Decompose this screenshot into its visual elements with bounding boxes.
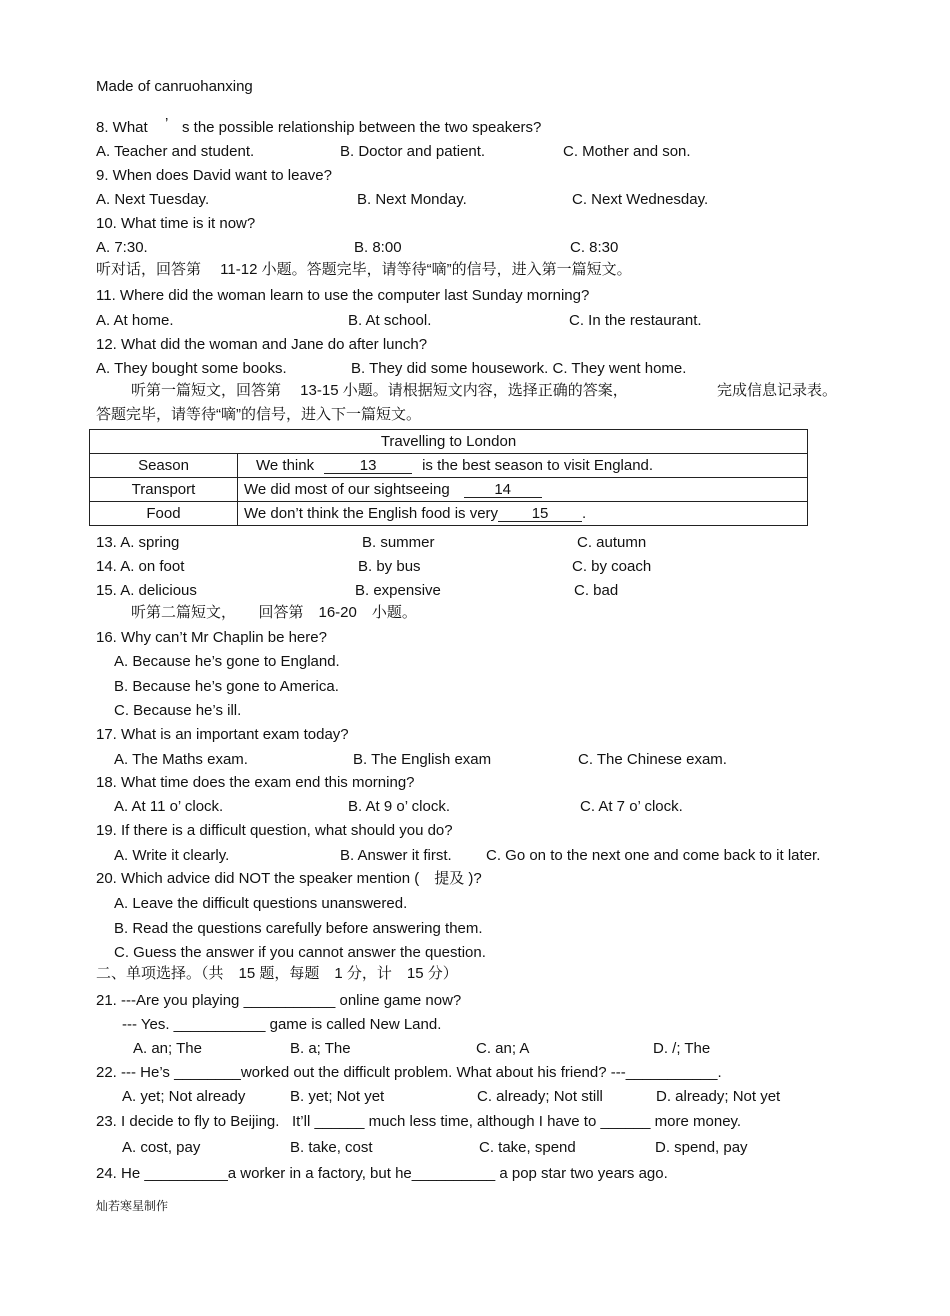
table-value: We don’t think the English food is very 15 . (238, 502, 808, 526)
q9-option-a: A. Next Tuesday. (96, 191, 210, 208)
q19-option-a: A. Write it clearly. (114, 847, 230, 864)
q22-option-d: D. already; Not yet (656, 1088, 781, 1105)
travel-info-table (89, 429, 808, 526)
q21-option-a: A. an; The (133, 1040, 202, 1057)
q23-option-d: D. spend, pay (655, 1139, 748, 1156)
q15-option-b: B. expensive (355, 582, 441, 599)
q14-option-a: 14. A. on foot (96, 558, 185, 575)
table-row (90, 454, 808, 478)
instruction-16-20: 听第二篇短文， 回答第 16-20 小题。 (131, 604, 417, 621)
table-key: Transport (90, 478, 238, 502)
table-value: We did most of our sightseeing 14 (238, 478, 808, 502)
q10-option-a: A. 7:30. (96, 239, 148, 256)
q8-option-c: C. Mother and son. (563, 143, 691, 160)
q12-stem: 12. What did the woman and Jane do after lunch? (96, 336, 428, 353)
q11-option-a: A. At home. (96, 312, 174, 329)
q8-stem-rest: s the possible relationship between the two speakers? (182, 119, 542, 136)
q16-option-a: A. Because he’s gone to England. (114, 653, 340, 670)
q15-option-a: 15. A. delicious (96, 582, 197, 599)
q9-option-c: C. Next Wednesday. (572, 191, 709, 208)
q11-option-c: C. In the restaurant. (569, 312, 702, 329)
q11-option-b: B. At school. (348, 312, 432, 329)
q17-option-b: B. The English exam (353, 751, 492, 768)
q19-stem: 19. If there is a difficult question, what should you do? (96, 822, 453, 839)
q13-option-b: B. summer (362, 534, 435, 551)
q22-stem: 22. --- He’s ________worked out the difficult problem. What about his friend? ---___________. (96, 1064, 722, 1081)
blank-15: 15 (498, 506, 582, 522)
table-value: We think 13 is the best season to visit England. (238, 454, 808, 478)
q15-option-c: C. bad (574, 582, 619, 599)
table-key: Season (90, 454, 238, 478)
q9-option-b: B. Next Monday. (357, 191, 467, 208)
q22-option-c: C. already; Not still (477, 1088, 603, 1105)
instruction-13-15-line2: 答题完毕，请等待“嘀”的信号，进入下一篇短文。 (96, 406, 421, 423)
instruction-13-15-line1: 听第一篇短文，回答第 13-15 小题。请根据短文内容，选择正确的答案， (131, 382, 628, 399)
table-row (90, 502, 808, 526)
q18-stem: 18. What time does the exam end this morning? (96, 774, 415, 791)
page-header: Made of canruohanxing (96, 78, 253, 95)
page-footer: 灿若寒星制作 (96, 1199, 169, 1213)
table-row (90, 478, 808, 502)
q16-option-b: B. Because he’s gone to America. (114, 678, 339, 695)
q14-option-c: C. by coach (572, 558, 652, 575)
q23-option-c: C. take, spend (479, 1139, 576, 1156)
q17-stem: 17. What is an important exam today? (96, 726, 349, 743)
q13-option-c: C. autumn (577, 534, 647, 551)
q17-option-a: A. The Maths exam. (114, 751, 248, 768)
q8-option-b: B. Doctor and patient. (340, 143, 486, 160)
q24-stem: 24. He __________a worker in a factory, but he__________ a pop star two years ago. (96, 1165, 668, 1182)
q8-stem-start: 8. What (96, 119, 148, 136)
q13-option-a: 13. A. spring (96, 534, 180, 551)
q14-option-b: B. by bus (358, 558, 421, 575)
q23-stem: 23. I decide to fly to Beijing. It’ll ______ much less time, although I have to ______ more money. (96, 1113, 742, 1130)
q23-option-b: B. take, cost (290, 1139, 373, 1156)
q19-option-c: C. Go on to the next one and come back to it later. (486, 847, 821, 864)
q17-option-c: C. The Chinese exam. (578, 751, 727, 768)
q21-stem: 21. ---Are you playing ___________ online game now? (96, 992, 462, 1009)
q22-option-b: B. yet; Not yet (290, 1088, 385, 1105)
q21-stem-line2: --- Yes. ___________ game is called New Land. (122, 1016, 442, 1033)
q12-option-bc: B. They did some housework. C. They went home. (351, 360, 687, 377)
q8-apostrophe: ’ (165, 115, 169, 132)
q23-option-a: A. cost, pay (122, 1139, 201, 1156)
q10-option-c: C. 8:30 (570, 239, 619, 256)
q20-option-c: C. Guess the answer if you cannot answer the question. (114, 944, 486, 961)
q19-option-b: B. Answer it first. (340, 847, 452, 864)
q8-option-a: A. Teacher and student. (96, 143, 255, 160)
instruction-11-12: 听对话，回答第 11-12 小题。答题完毕，请等待“嘀”的信号，进入第一篇短文。 (96, 261, 632, 278)
q16-stem: 16. Why can’t Mr Chaplin be here? (96, 629, 327, 646)
q9-stem: 9. When does David want to leave? (96, 167, 332, 184)
blank-13: 13 (324, 458, 412, 474)
q20-option-a: A. Leave the difficult questions unanswered. (114, 895, 408, 912)
q10-option-b: B. 8:00 (354, 239, 402, 256)
instruction-13-15-line1-end: 完成信息记录表。 (717, 382, 838, 399)
q20-stem: 20. Which advice did NOT the speaker mention ( 提及 )? (96, 870, 482, 887)
q11-stem: 11. Where did the woman learn to use the computer last Sunday morning? (96, 287, 590, 304)
q16-option-c: C. Because he’s ill. (114, 702, 242, 719)
q18-option-c: C. At 7 o’ clock. (580, 798, 683, 815)
table-key: Food (90, 502, 238, 526)
table-caption-row (90, 430, 808, 454)
q18-option-b: B. At 9 o’ clock. (348, 798, 450, 815)
q21-option-d: D. /; The (653, 1040, 711, 1057)
q21-option-b: B. a; The (290, 1040, 351, 1057)
q21-option-c: C. an; A (476, 1040, 530, 1057)
q18-option-a: A. At 11 o’ clock. (114, 798, 224, 815)
q10-stem: 10. What time is it now? (96, 215, 256, 232)
blank-14: 14 (464, 482, 542, 498)
table-caption: Travelling to London (90, 430, 808, 454)
section-heading: 二、单项选择。（共 15 题，每题 1 分，计 15 分） (96, 965, 458, 982)
q22-option-a: A. yet; Not already (122, 1088, 246, 1105)
q12-option-a: A. They bought some books. (96, 360, 287, 377)
q20-option-b: B. Read the questions carefully before answering them. (114, 920, 483, 937)
